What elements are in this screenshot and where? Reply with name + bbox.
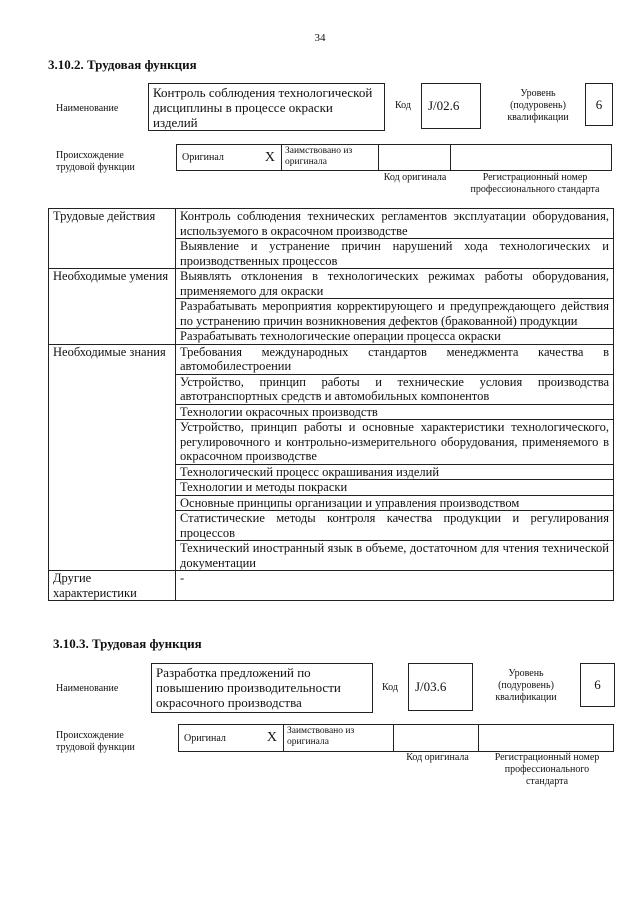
level-field: 6 <box>585 83 613 126</box>
row-category: Необходимые умения <box>49 269 176 345</box>
row-description: Выявлять отклонения в технологических режимах работы оборудования, применяемого для окраски <box>176 269 614 299</box>
origin-label-2: Происхождение трудовой функции <box>56 730 135 753</box>
reg-number-label: Регистрационный номер профессионального стандарта <box>470 172 600 195</box>
row-category: Трудовые действия <box>49 209 176 269</box>
name-label-2: Наименование <box>56 683 119 694</box>
row-description: Требования международных стандартов менеджмента качества в автомобилестроении <box>176 344 614 374</box>
level-label-2: Уровень (подуровень) квалификации <box>495 668 557 703</box>
row-description: Выявление и устранение причин нарушений хода технологических и производственных процессов <box>176 239 614 269</box>
table-row <box>49 571 614 601</box>
reg-number-cell <box>451 145 611 170</box>
table-row <box>49 344 614 374</box>
original-mark: X <box>264 149 275 165</box>
code-field: J/02.6 <box>421 83 481 129</box>
row-description: Основные принципы организации и управления производством <box>176 495 614 511</box>
original-label: Оригинал <box>182 152 224 163</box>
row-category: Необходимые знания <box>49 344 176 571</box>
page-number: 34 <box>314 32 326 44</box>
origin-label: Происхождение трудовой функции <box>56 150 135 173</box>
code-label: Код <box>395 100 411 111</box>
row-category: Другие характеристики <box>49 571 176 601</box>
name-label: Наименование <box>56 103 119 114</box>
orig-code-label-2: Код оригинала <box>406 752 469 763</box>
row-description: Разрабатывать технологические операции процесса окраски <box>176 329 614 345</box>
row-description: Контроль соблюдения технических регламентов эксплуатации оборудования, используемого в окрасочном производстве <box>176 209 614 239</box>
row-description: Технологический процесс окрашивания изделий <box>176 464 614 480</box>
row-description: - <box>176 571 614 601</box>
orig-code-cell <box>379 145 451 170</box>
original-cell-2 <box>179 725 284 751</box>
section-title: 3.10.2. Трудовая функция <box>48 57 197 72</box>
row-description: Устройство, принцип работы и технические условия производства автотранспортных средств и автомобильных компонентов <box>176 374 614 404</box>
orig-code-cell-2 <box>394 725 479 751</box>
code-field-2: J/03.6 <box>408 663 473 711</box>
reg-number-label-2: Регистрационный номер профессионального стандарта <box>494 752 600 787</box>
row-description: Технологии окрасочных производств <box>176 404 614 420</box>
table-row <box>49 269 614 299</box>
reg-number-cell-2 <box>479 725 613 751</box>
orig-code-label: Код оригинала <box>383 172 447 183</box>
function-details-table <box>48 208 614 601</box>
original-cell <box>177 145 282 170</box>
row-description: Технологии и методы покраски <box>176 480 614 496</box>
row-description: Технический иностранный язык в объеме, достаточном для чтения технической документации <box>176 541 614 571</box>
code-label-2: Код <box>382 682 398 693</box>
table-row <box>49 209 614 239</box>
original-label-2: Оригинал <box>184 732 226 744</box>
original-mark-2: X <box>266 730 277 745</box>
borrowed-cell: Заимствовано из оригинала <box>282 145 379 170</box>
function-name-field-2: Разработка предложений по повышению производительности окрасочного производства <box>151 663 373 713</box>
row-description: Статистические методы контроля качества продукции и регулирования процессов <box>176 511 614 541</box>
row-description: Разрабатывать мероприятия корректирующего и предупреждающего действия по устранению причин возникновения дефектов (бракованной) продукции <box>176 299 614 329</box>
origin-row <box>176 144 612 171</box>
function-name-field: Контроль соблюдения технологической дисциплины в процессе окраски изделий <box>148 83 385 131</box>
section-title-2: 3.10.3. Трудовая функция <box>53 636 202 651</box>
level-label: Уровень (подуровень) квалификации <box>507 88 569 123</box>
origin-row-2 <box>178 724 614 752</box>
level-field-2: 6 <box>580 663 615 707</box>
row-description: Устройство, принцип работы и основные характеристики технологического, регулировочного и контрольно-измерительного оборудования, применяемого в окрасочном производстве <box>176 420 614 465</box>
borrowed-cell-2: Заимствовано из оригинала <box>284 725 394 751</box>
